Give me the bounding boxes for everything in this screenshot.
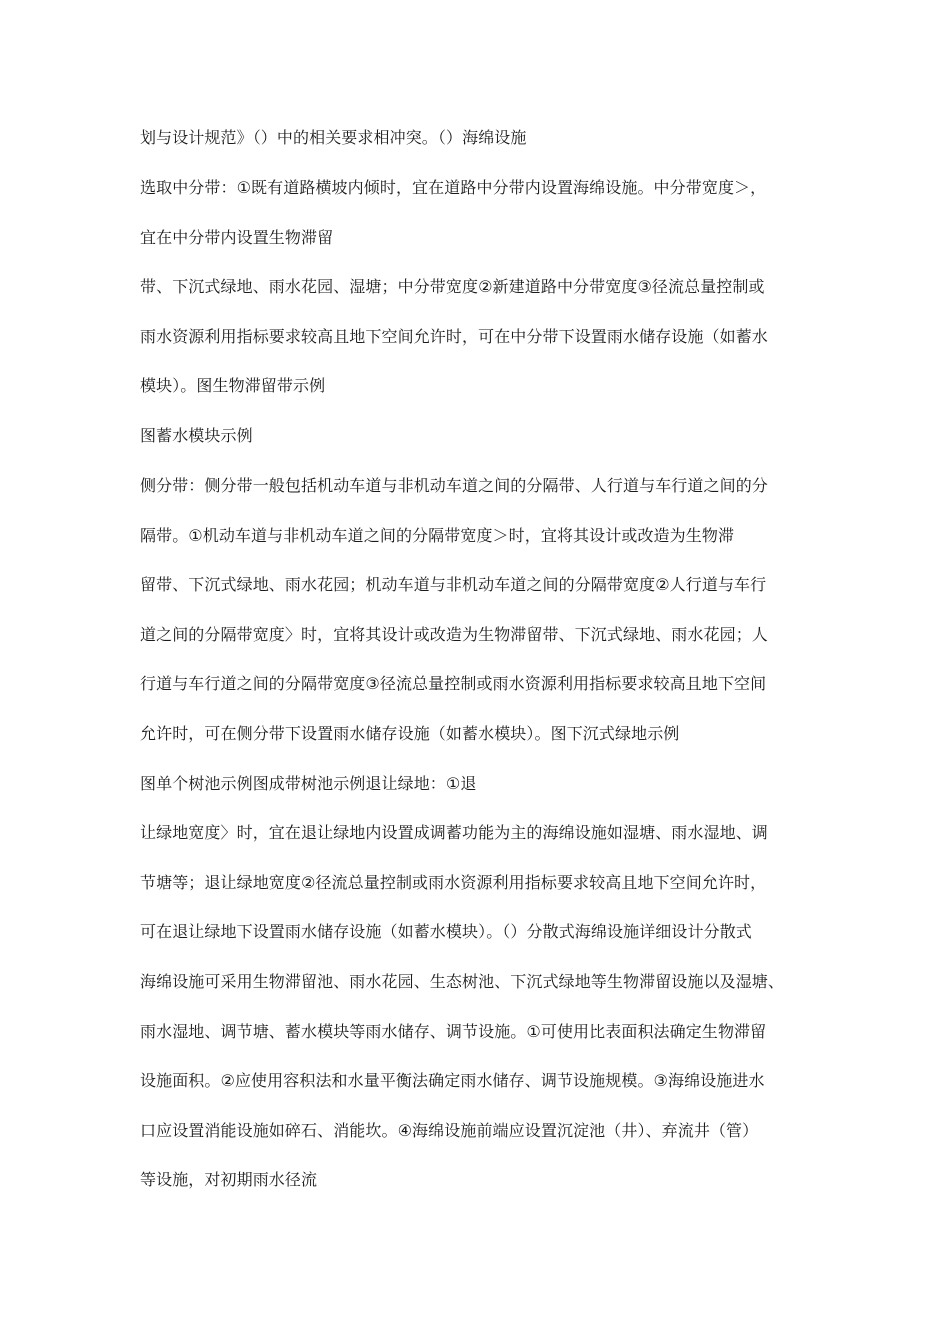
text-line: 带、下沉式绿地、雨水花园、湿塘；中分带宽度②新建道路中分带宽度③径流总量控制或 bbox=[140, 277, 765, 296]
text-line: 模块）。图生物滞留带示例 bbox=[140, 376, 326, 395]
text-line: 图单个树池示例图成带树池示例退让绿地：①退 bbox=[140, 774, 477, 793]
text-line: 海绵设施可采用生物滞留池、雨水花园、生态树池、下沉式绿地等生物滞留设施以及湿塘、 bbox=[140, 972, 785, 991]
text-line: 等设施，对初期雨水径流 bbox=[140, 1170, 318, 1189]
text-line: 雨水湿地、调节塘、蓄水模块等雨水储存、调节设施。①可使用比表面积法确定生物滞留 bbox=[140, 1022, 767, 1041]
text-line: 行道与车行道之间的分隔带宽度③径流总量控制或雨水资源利用指标要求较高且地下空间 bbox=[140, 674, 767, 693]
text-line: 可在退让绿地下设置雨水储存设施（如蓄水模块）。（）分散式海绵设施详细设计分散式 bbox=[140, 922, 752, 941]
text-line: 节塘等；退让绿地宽度②径流总量控制或雨水资源利用指标要求较高且地下空间允许时， bbox=[140, 873, 767, 892]
text-line: 图蓄水模块示例 bbox=[140, 426, 253, 445]
text-line: 雨水资源利用指标要求较高且地下空间允许时，可在中分带下设置雨水储存设施（如蓄水 bbox=[140, 327, 768, 346]
text-line: 让绿地宽度〉时，宜在退让绿地内设置成调蓄功能为主的海绵设施如湿塘、雨水湿地、调 bbox=[140, 823, 768, 842]
text-line: 口应设置消能设施如碎石、消能坎。④海绵设施前端应设置沉淀池（井）、弃流井（管） bbox=[140, 1121, 759, 1140]
text-line: 选取中分带：①既有道路横坡内倾时，宜在道路中分带内设置海绵设施。中分带宽度＞， bbox=[140, 178, 767, 197]
text-line: 划与设计规范》（）中的相关要求相冲突。（）海绵设施 bbox=[140, 128, 527, 147]
text-line: 道之间的分隔带宽度〉时，宜将其设计或改造为生物滞留带、下沉式绿地、雨水花园；人 bbox=[140, 625, 768, 644]
text-line: 留带、下沉式绿地、雨水花园；机动车道与非机动车道之间的分隔带宽度②人行道与车行 bbox=[140, 575, 767, 594]
text-line: 设施面积。②应使用容积法和水量平衡法确定雨水储存、调节设施规模。③海绵设施进水 bbox=[140, 1071, 765, 1090]
text-line: 允许时，可在侧分带下设置雨水储存设施（如蓄水模块）。图下沉式绿地示例 bbox=[140, 724, 680, 743]
text-line: 宜在中分带内设置生物滞留 bbox=[140, 228, 334, 247]
text-line: 侧分带：侧分带一般包括机动车道与非机动车道之间的分隔带、人行道与车行道之间的分 bbox=[140, 476, 768, 495]
text-line: 隔带。①机动车道与非机动车道之间的分隔带宽度＞时，宜将其设计或改造为生物滞 bbox=[140, 526, 735, 545]
